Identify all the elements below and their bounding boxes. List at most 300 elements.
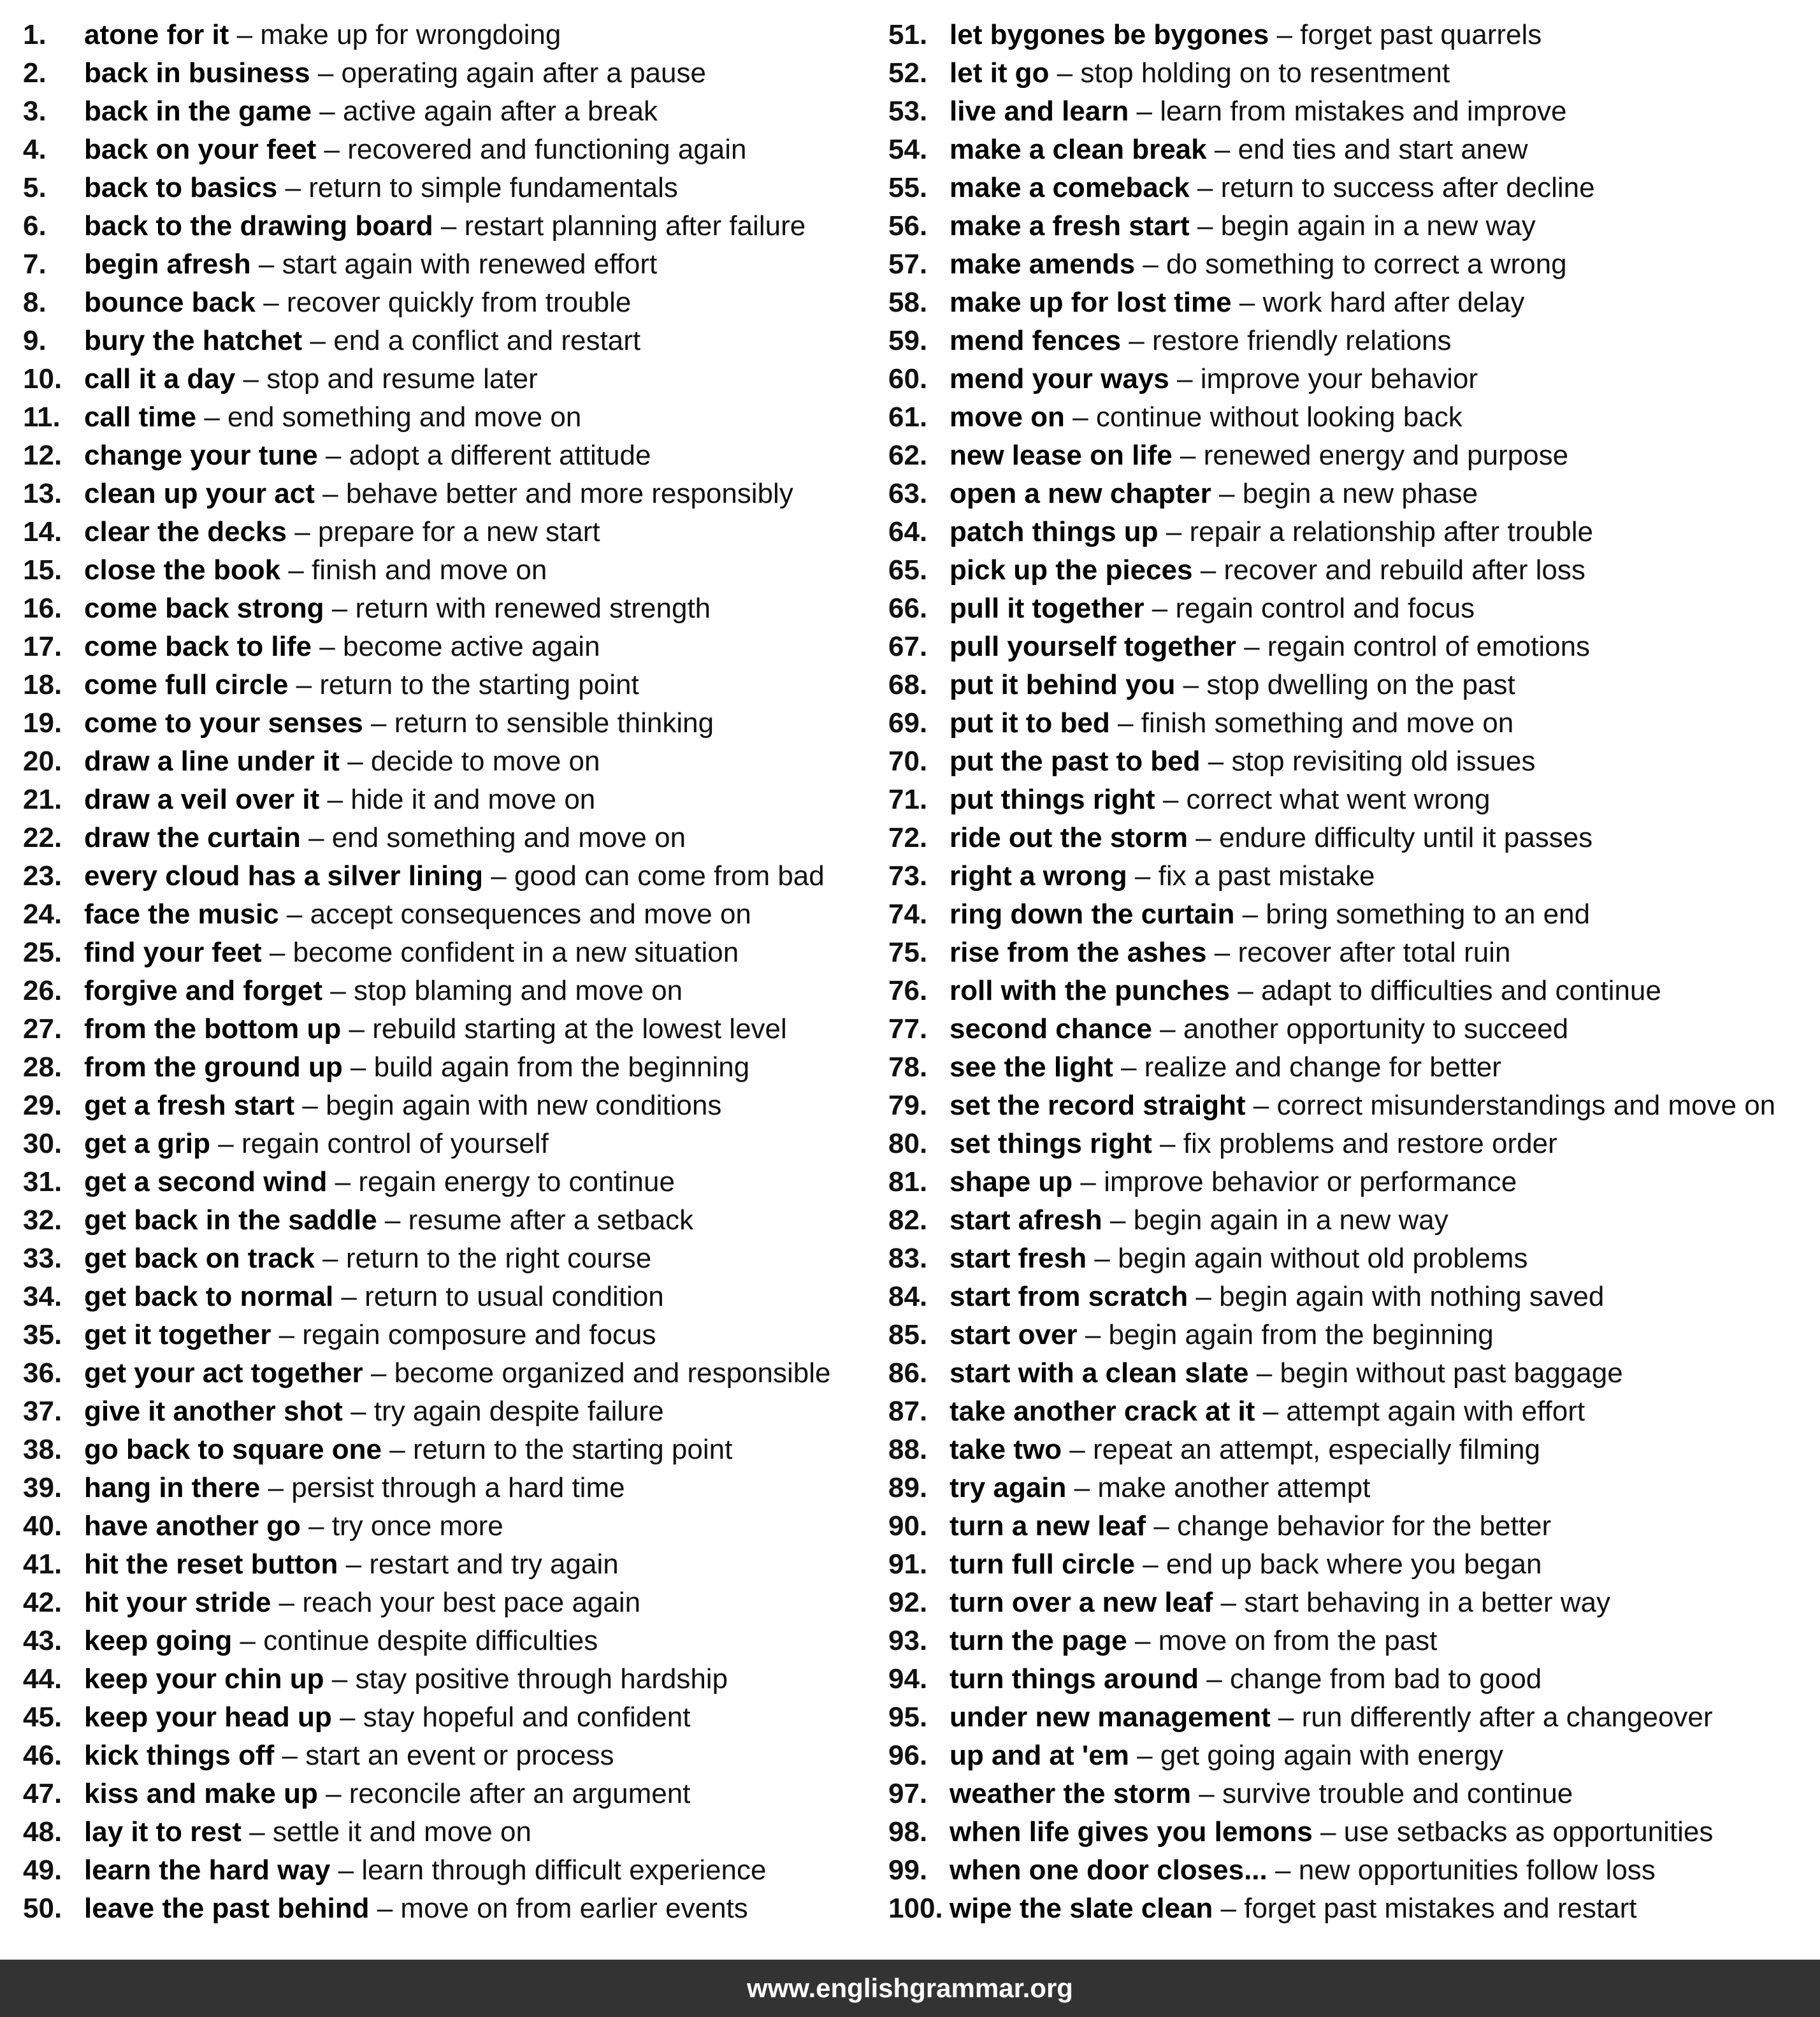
- idiom-separator: –: [1072, 401, 1088, 433]
- idiom-number: 52.: [888, 57, 928, 89]
- idiom-definition: change behavior for the better: [1177, 1510, 1552, 1542]
- idiom-number: 1.: [23, 19, 47, 50]
- idiom-number: 70.: [888, 746, 928, 777]
- idiom-definition: restart planning after failure: [464, 210, 806, 242]
- idiom-separator: –: [1275, 1854, 1291, 1886]
- idiom-item: [888, 284, 1806, 322]
- idiom-term: start over: [950, 1319, 1078, 1350]
- idiom-number: 94.: [888, 1663, 928, 1695]
- idiom-definition: correct what went wrong: [1186, 784, 1491, 815]
- idiom-definition: realize and change for better: [1144, 1052, 1501, 1083]
- idiom-definition: fix problems and restore order: [1183, 1128, 1557, 1159]
- idiom-definition: begin a new phase: [1242, 478, 1478, 509]
- idiom-separator: –: [240, 1625, 256, 1656]
- idiom-item: [23, 551, 864, 589]
- idiom-separator: –: [324, 134, 340, 165]
- idiom-definition: continue despite difficulties: [263, 1625, 598, 1656]
- idiom-number: 100.: [888, 1893, 943, 1924]
- idiom-definition: end a conflict and restart: [333, 325, 641, 356]
- idiom-separator: –: [308, 822, 324, 853]
- idiom-separator: –: [1195, 1281, 1211, 1312]
- idiom-separator: –: [263, 287, 279, 318]
- idiom-term: call time: [84, 401, 197, 433]
- idiom-term: ring down the curtain: [950, 899, 1235, 930]
- idiom-definition: stop revisiting old issues: [1231, 746, 1536, 777]
- idiom-definition: make up for wrongdoing: [260, 19, 561, 50]
- idiom-item: [23, 704, 864, 742]
- idiom-item: [23, 284, 864, 322]
- idiom-definition: adopt a different attitude: [349, 440, 651, 471]
- idiom-item: [888, 1622, 1806, 1660]
- idiom-number: 28.: [23, 1052, 62, 1083]
- idiom-term: bounce back: [84, 287, 256, 318]
- idiom-item: [23, 742, 864, 781]
- idiom-definition: operating again after a pause: [341, 57, 706, 89]
- idiom-list: [0, 16, 1820, 1928]
- idiom-number: 9.: [23, 325, 47, 356]
- idiom-separator: –: [319, 631, 335, 662]
- idiom-term: give it another shot: [84, 1396, 343, 1427]
- idiom-separator: –: [268, 1472, 284, 1503]
- idiom-separator: –: [1177, 363, 1193, 394]
- idiom-number: 59.: [888, 325, 928, 356]
- idiom-definition: end something and move on: [331, 822, 686, 853]
- idiom-definition: return to sensible thinking: [394, 707, 714, 739]
- idiom-separator: –: [384, 1204, 401, 1236]
- idiom-separator: –: [1120, 1052, 1137, 1083]
- idiom-definition: end up back where you began: [1166, 1549, 1542, 1580]
- idiom-definition: recovered and functioning again: [347, 134, 747, 165]
- idiom-number: 71.: [888, 784, 928, 815]
- idiom-number: 4.: [23, 134, 47, 165]
- idiom-number: 62.: [888, 440, 928, 471]
- idiom-item: [888, 1316, 1806, 1354]
- idiom-definition: regain control of yourself: [241, 1128, 549, 1159]
- idiom-number: 60.: [888, 363, 928, 394]
- idiom-definition: regain energy to continue: [358, 1166, 675, 1197]
- idiom-term: make up for lost time: [950, 287, 1232, 318]
- idiom-item: [23, 513, 864, 551]
- idiom-definition: become confident in a new situation: [292, 937, 739, 968]
- idiom-term: when one door closes...: [950, 1854, 1268, 1886]
- idiom-definition: return to the starting point: [319, 669, 639, 700]
- idiom-item: [888, 1660, 1806, 1698]
- idiom-number: 31.: [23, 1166, 62, 1197]
- idiom-definition: work hard after delay: [1262, 287, 1525, 318]
- idiom-separator: –: [249, 1816, 265, 1847]
- idiom-definition: move on from earlier events: [400, 1893, 748, 1924]
- idiom-definition: begin again in a new way: [1220, 210, 1536, 242]
- idiom-separator: –: [1160, 1013, 1176, 1045]
- idiom-definition: learn from mistakes and improve: [1160, 96, 1567, 127]
- idiom-term: put the past to bed: [950, 746, 1201, 777]
- idiom-number: 51.: [888, 19, 928, 50]
- idiom-separator: –: [1195, 822, 1211, 853]
- idiom-number: 13.: [23, 478, 62, 509]
- idiom-number: 34.: [23, 1281, 62, 1312]
- idiom-item: [888, 360, 1806, 398]
- idiom-definition: run differently after a changeover: [1301, 1702, 1713, 1733]
- idiom-definition: stay positive through hardship: [355, 1663, 728, 1695]
- idiom-separator: –: [1166, 516, 1182, 547]
- idiom-separator: –: [1109, 1204, 1126, 1236]
- idiom-term: start afresh: [950, 1204, 1102, 1236]
- idiom-separator: –: [1069, 1434, 1085, 1465]
- idiom-item: [888, 1469, 1806, 1507]
- idiom-definition: begin again from the beginning: [1108, 1319, 1494, 1350]
- idiom-term: close the book: [84, 554, 281, 586]
- idiom-definition: return to the starting point: [412, 1434, 733, 1465]
- idiom-number: 53.: [888, 96, 928, 127]
- idiom-definition: survive trouble and continue: [1222, 1778, 1573, 1809]
- idiom-number: 86.: [888, 1357, 928, 1389]
- idiom-separator: –: [1153, 1510, 1169, 1542]
- idiom-number: 83.: [888, 1243, 928, 1274]
- idiom-item: [23, 1507, 864, 1545]
- idiom-term: lay it to rest: [84, 1816, 242, 1847]
- idiom-definition: restart and try again: [369, 1549, 619, 1580]
- idiom-item: [888, 895, 1806, 934]
- idiom-definition: decide to move on: [370, 746, 600, 777]
- idiom-term: come to your senses: [84, 707, 363, 739]
- idiom-item: [23, 857, 864, 895]
- idiom-separator: –: [370, 1357, 387, 1389]
- idiom-separator: –: [331, 593, 348, 624]
- idiom-item: [888, 54, 1806, 92]
- idiom-item: [888, 245, 1806, 284]
- idiom-separator: –: [330, 975, 346, 1006]
- idiom-separator: –: [322, 478, 338, 509]
- idiom-separator: –: [1197, 210, 1213, 242]
- idiom-number: 36.: [23, 1357, 62, 1389]
- idiom-separator: –: [1180, 440, 1196, 471]
- idiom-number: 97.: [888, 1778, 928, 1809]
- idiom-definition: active again after a break: [342, 96, 658, 127]
- idiom-item: [23, 16, 864, 54]
- idiom-number: 49.: [23, 1854, 62, 1886]
- idiom-definition: endure difficulty until it passes: [1218, 822, 1593, 853]
- idiom-item: [23, 54, 864, 92]
- idiom-item: [23, 131, 864, 169]
- idiom-definition: good can come from bad: [514, 860, 825, 892]
- idiom-definition: forget past quarrels: [1300, 19, 1542, 50]
- idiom-item: [23, 934, 864, 972]
- idiom-term: turn a new leaf: [950, 1510, 1146, 1542]
- idiom-term: see the light: [950, 1052, 1113, 1083]
- idiom-term: put it to bed: [950, 707, 1110, 739]
- idiom-separator: –: [389, 1434, 405, 1465]
- idiom-number: 45.: [23, 1702, 62, 1733]
- idiom-term: mend fences: [950, 325, 1121, 356]
- idiom-item: [23, 360, 864, 398]
- idiom-item: [23, 895, 864, 934]
- idiom-definition: another opportunity to succeed: [1183, 1013, 1569, 1045]
- idiom-number: 85.: [888, 1319, 928, 1350]
- idiom-term: start from scratch: [950, 1281, 1188, 1312]
- idiom-separator: –: [331, 1663, 348, 1695]
- idiom-number: 65.: [888, 554, 928, 586]
- idiom-definition: return to usual condition: [365, 1281, 664, 1312]
- idiom-number: 95.: [888, 1702, 928, 1733]
- idiom-term: ride out the storm: [950, 822, 1188, 853]
- idiom-definition: stop dwelling on the past: [1206, 669, 1515, 700]
- idiom-separator: –: [370, 707, 387, 739]
- idiom-separator: –: [326, 1778, 342, 1809]
- idiom-definition: become organized and responsible: [394, 1357, 831, 1389]
- idiom-item: [888, 1431, 1806, 1469]
- idiom-number: 73.: [888, 860, 928, 892]
- idiom-separator: –: [1160, 1128, 1176, 1159]
- idiom-definition: restore friendly relations: [1152, 325, 1452, 356]
- idiom-item: [23, 398, 864, 437]
- idiom-separator: –: [1278, 1702, 1294, 1733]
- idiom-number: 47.: [23, 1778, 62, 1809]
- idiom-number: 12.: [23, 440, 62, 471]
- idiom-number: 38.: [23, 1434, 62, 1465]
- idiom-separator: –: [335, 1166, 351, 1197]
- idiom-separator: –: [1136, 96, 1152, 127]
- idiom-number: 96.: [888, 1740, 928, 1771]
- idiom-item: [888, 1163, 1806, 1201]
- idiom-number: 40.: [23, 1510, 62, 1542]
- idiom-separator: –: [278, 1587, 295, 1618]
- idiom-item: [888, 475, 1806, 513]
- idiom-item: [23, 1316, 864, 1354]
- idiom-term: set things right: [950, 1128, 1152, 1159]
- idiom-number: 80.: [888, 1128, 928, 1159]
- idiom-item: [888, 1698, 1806, 1737]
- idiom-definition: start behaving in a better way: [1244, 1587, 1610, 1618]
- idiom-separator: –: [308, 1510, 324, 1542]
- idiom-separator: –: [1242, 899, 1259, 930]
- idiom-term: have another go: [84, 1510, 301, 1542]
- idiom-definition: stay hopeful and confident: [363, 1702, 691, 1733]
- idiom-term: keep going: [84, 1625, 233, 1656]
- idiom-term: roll with the punches: [950, 975, 1231, 1006]
- idiom-term: hit the reset button: [84, 1549, 338, 1580]
- idiom-item: [23, 1584, 864, 1622]
- idiom-term: mend your ways: [950, 363, 1169, 394]
- idiom-separator: –: [204, 401, 220, 433]
- idiom-item: [888, 1584, 1806, 1622]
- idiom-number: 42.: [23, 1587, 62, 1618]
- idiom-separator: –: [310, 325, 326, 356]
- idiom-term: begin afresh: [84, 249, 251, 280]
- idiom-separator: –: [1220, 1587, 1236, 1618]
- idiom-number: 39.: [23, 1472, 62, 1503]
- idiom-definition: renewed energy and purpose: [1203, 440, 1569, 471]
- idiom-term: draw a veil over it: [84, 784, 320, 815]
- idiom-term: forgive and forget: [84, 975, 323, 1006]
- idiom-item: [888, 92, 1806, 131]
- idiom-item: [23, 781, 864, 819]
- idiom-term: every cloud has a silver lining: [84, 860, 484, 892]
- idiom-definition: end ties and start anew: [1238, 134, 1528, 165]
- idiom-number: 69.: [888, 707, 928, 739]
- idiom-number: 75.: [888, 937, 928, 968]
- idiom-separator: –: [1238, 975, 1253, 1006]
- idiom-separator: –: [269, 937, 285, 968]
- idiom-definition: try once more: [331, 1510, 503, 1542]
- idiom-item: [888, 1890, 1806, 1928]
- idiom-item: [888, 666, 1806, 704]
- idiom-number: 23.: [23, 860, 62, 892]
- idiom-definition: use setbacks as opportunities: [1343, 1816, 1714, 1847]
- idiom-item: [23, 1278, 864, 1316]
- idiom-number: 10.: [23, 363, 62, 394]
- idiom-term: new lease on life: [950, 440, 1173, 471]
- idiom-separator: –: [319, 96, 335, 127]
- idiom-definition: learn through difficult experience: [361, 1854, 767, 1886]
- idiom-separator: –: [341, 1281, 357, 1312]
- idiom-number: 33.: [23, 1243, 62, 1274]
- idiom-number: 11.: [23, 401, 61, 433]
- idiom-number: 66.: [888, 593, 928, 624]
- idiom-item: [888, 513, 1806, 551]
- idiom-definition: start again with renewed effort: [282, 249, 658, 280]
- idiom-definition: get going again with energy: [1160, 1740, 1503, 1771]
- idiom-item: [23, 1048, 864, 1087]
- idiom-term: back in business: [84, 57, 310, 89]
- idiom-number: 68.: [888, 669, 928, 700]
- idiom-definition: return to the right course: [345, 1243, 652, 1274]
- idiom-separator: –: [1197, 172, 1213, 203]
- idiom-item: [888, 1545, 1806, 1584]
- idiom-separator: –: [1094, 1243, 1110, 1274]
- idiom-number: 19.: [23, 707, 62, 739]
- idiom-term: turn full circle: [950, 1549, 1135, 1580]
- idiom-number: 32.: [23, 1204, 62, 1236]
- idiom-term: start fresh: [950, 1243, 1087, 1274]
- idiom-term: get back to normal: [84, 1281, 334, 1312]
- idiom-item: [888, 704, 1806, 742]
- idiom-number: 82.: [888, 1204, 928, 1236]
- idiom-definition: new opportunities follow loss: [1298, 1854, 1656, 1886]
- idiom-item: [23, 322, 864, 360]
- idiom-term: shape up: [950, 1166, 1073, 1197]
- footer-url: www.englishgrammar.org: [747, 1973, 1073, 2003]
- idiom-term: let bygones be bygones: [950, 19, 1269, 50]
- idiom-separator: –: [1134, 1625, 1151, 1656]
- idiom-definition: begin again in a new way: [1133, 1204, 1448, 1236]
- idiom-number: 6.: [23, 210, 47, 242]
- idiom-separator: –: [1134, 860, 1151, 892]
- idiom-term: weather the storm: [950, 1778, 1191, 1809]
- idiom-item: [23, 437, 864, 475]
- idiom-term: from the ground up: [84, 1052, 343, 1083]
- idiom-item: [888, 628, 1806, 666]
- idiom-term: open a new chapter: [950, 478, 1211, 509]
- idiom-separator: –: [1057, 57, 1073, 89]
- idiom-definition: improve your behavior: [1200, 363, 1478, 394]
- idiom-term: make amends: [950, 249, 1136, 280]
- idiom-definition: try again despite failure: [373, 1396, 664, 1427]
- idiom-item: [888, 1392, 1806, 1431]
- idiom-item: [888, 1010, 1806, 1048]
- idiom-term: rise from the ashes: [950, 937, 1207, 968]
- idiom-number: 56.: [888, 210, 928, 242]
- idiom-term: wipe the slate clean: [950, 1893, 1213, 1924]
- idiom-item: [23, 589, 864, 628]
- idiom-term: when life gives you lemons: [950, 1816, 1313, 1847]
- idiom-column-left: [23, 16, 864, 1928]
- idiom-item: [23, 666, 864, 704]
- idiom-separator: –: [440, 210, 457, 242]
- idiom-separator: –: [1276, 19, 1292, 50]
- idiom-term: up and at 'em: [950, 1740, 1129, 1771]
- idiom-item: [23, 1737, 864, 1775]
- idiom-separator: –: [1200, 554, 1217, 586]
- idiom-term: patch things up: [950, 516, 1159, 547]
- idiom-term: go back to square one: [84, 1434, 382, 1465]
- idiom-number: 14.: [23, 516, 62, 547]
- idiom-term: come back to life: [84, 631, 312, 662]
- idiom-item: [23, 92, 864, 131]
- idiom-separator: –: [1137, 1740, 1153, 1771]
- idiom-definition: hide it and move on: [350, 784, 596, 815]
- idiom-separator: –: [1143, 249, 1159, 280]
- idiom-number: 27.: [23, 1013, 62, 1045]
- idiom-term: face the music: [84, 899, 279, 930]
- idiom-definition: resume after a setback: [408, 1204, 694, 1236]
- idiom-definition: finish and move on: [312, 554, 547, 586]
- idiom-term: pull yourself together: [950, 631, 1236, 662]
- idiom-separator: –: [345, 1549, 362, 1580]
- idiom-separator: –: [302, 1090, 318, 1121]
- idiom-item: [23, 1010, 864, 1048]
- idiom-definition: bring something to an end: [1266, 899, 1591, 930]
- idiom-number: 57.: [888, 249, 928, 280]
- idiom-number: 74.: [888, 899, 928, 930]
- idiom-definition: behave better and more responsibly: [345, 478, 793, 509]
- idiom-separator: –: [294, 516, 310, 547]
- idiom-term: kick things off: [84, 1740, 275, 1771]
- idiom-separator: –: [1206, 1663, 1222, 1695]
- idiom-number: 7.: [23, 249, 47, 280]
- idiom-separator: –: [1129, 325, 1145, 356]
- idiom-separator: –: [1244, 631, 1260, 662]
- idiom-number: 78.: [888, 1052, 928, 1083]
- idiom-term: hit your stride: [84, 1587, 271, 1618]
- idiom-item: [888, 398, 1806, 437]
- idiom-number: 79.: [888, 1090, 928, 1121]
- idiom-item: [888, 1851, 1806, 1890]
- idiom-definition: finish something and move on: [1141, 707, 1514, 739]
- idiom-item: [888, 1240, 1806, 1278]
- idiom-term: turn over a new leaf: [950, 1587, 1213, 1618]
- idiom-term: get back on track: [84, 1243, 315, 1274]
- idiom-item: [888, 1354, 1806, 1392]
- idiom-term: right a wrong: [950, 860, 1127, 892]
- idiom-item: [23, 1890, 864, 1928]
- idiom-term: get it together: [84, 1319, 271, 1350]
- idiom-term: hang in there: [84, 1472, 261, 1503]
- idiom-separator: –: [1220, 1893, 1236, 1924]
- idiom-term: put things right: [950, 784, 1155, 815]
- idiom-term: change your tune: [84, 440, 318, 471]
- idiom-separator: –: [282, 1740, 298, 1771]
- idiom-item: [23, 1660, 864, 1698]
- idiom-term: try again: [950, 1472, 1067, 1503]
- idiom-separator: –: [350, 1396, 366, 1427]
- idiom-definition: accept consequences and move on: [310, 899, 751, 930]
- idiom-term: find your feet: [84, 937, 262, 968]
- idiom-item: [888, 1737, 1806, 1775]
- idiom-item: [888, 589, 1806, 628]
- idiom-item: [23, 1431, 864, 1469]
- idiom-term: under new management: [950, 1702, 1271, 1733]
- idiom-definition: stop blaming and move on: [353, 975, 683, 1006]
